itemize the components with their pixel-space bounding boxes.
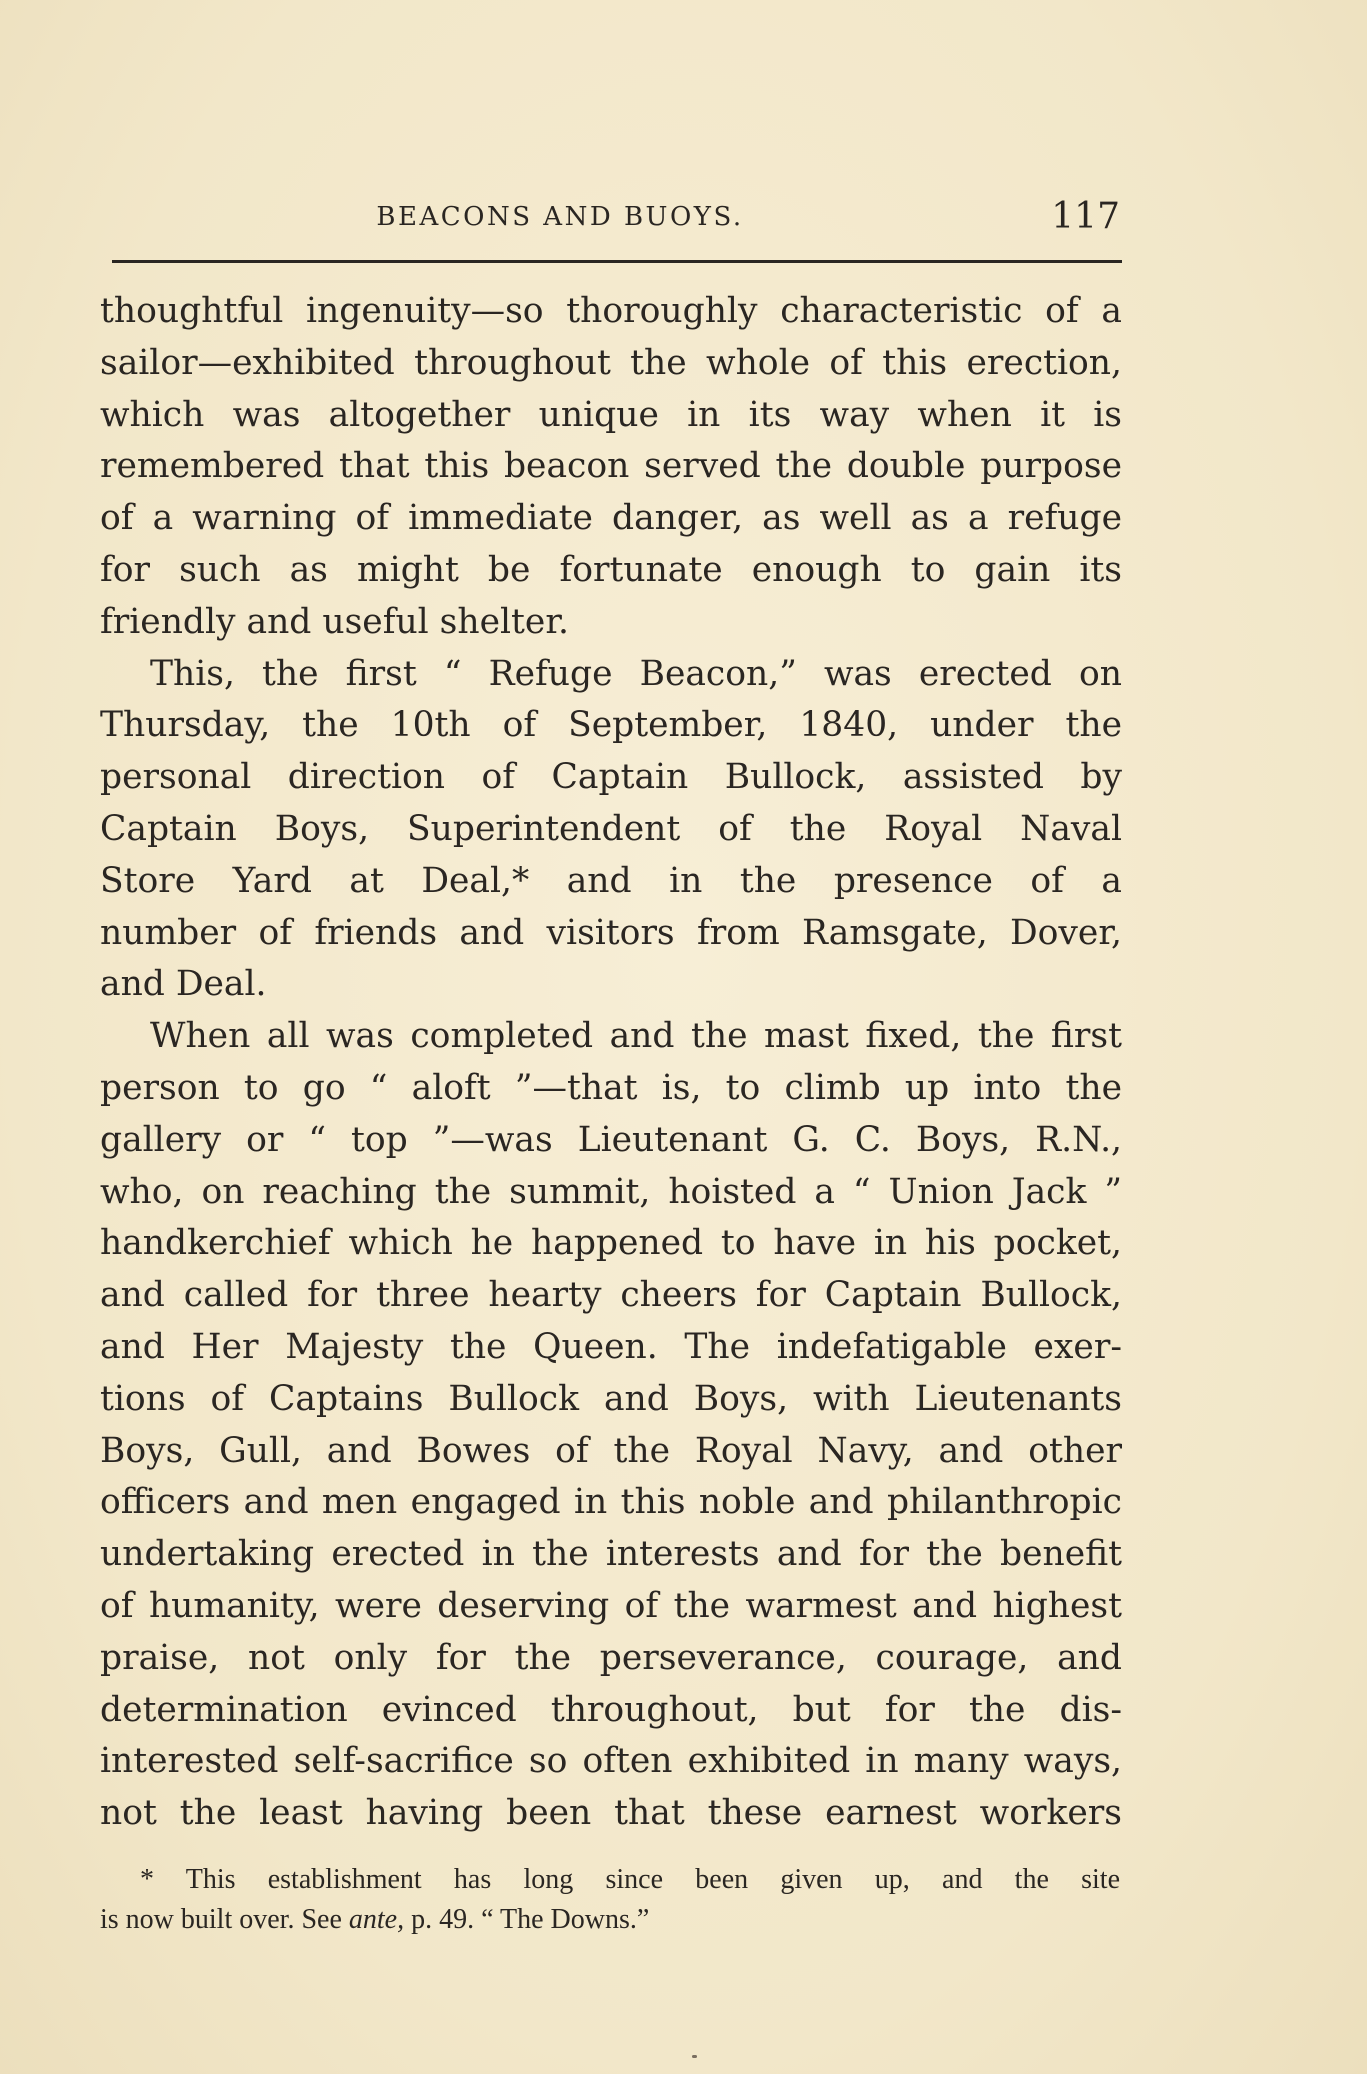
text-line: sailor—exhibited throughout the whole of this erection, [100, 342, 1122, 383]
text-line: tions of Captains Bullock and Boys, with Lieutenants [100, 1378, 1122, 1419]
text-line: for such as might be fortunate enough to gain its [100, 549, 1122, 590]
text-line: undertaking erected in the interests and for the benefit [100, 1534, 1122, 1575]
text-line: Captain Boys, Superintendent of the Royal Naval [100, 808, 1122, 849]
text-line: Thursday, the 10th of September, 1840, under the [100, 705, 1122, 746]
body-text [100, 286, 1122, 1840]
footnote-italic: ante, [348, 1904, 405, 1935]
footnote [100, 1860, 1120, 1940]
text-line: officers and men engaged in this noble and philanthropic [100, 1482, 1122, 1523]
text-line: and Her Majesty the Queen. The indefatigable exer- [100, 1326, 1122, 1367]
text-line: person to go “ aloft ”—that is, to climb up into the [100, 1067, 1122, 1108]
text-line: personal direction of Captain Bullock, assisted by [100, 757, 1122, 798]
text-line: praise, not only for the perseverance, courage, and [100, 1637, 1122, 1678]
text-line: of a warning of immediate danger, as well as a refuge [100, 498, 1122, 539]
text-line: which was altogether unique in its way when it is [100, 394, 1122, 435]
header-rule [112, 260, 1122, 263]
text-line: This, the first “ Refuge Beacon,” was erected on [150, 653, 1122, 694]
text-line: interested self-sacrifice so often exhibited in many ways, [100, 1741, 1122, 1782]
footnote-text: p. 49. “ The Downs.” [404, 1904, 650, 1935]
text-line: remembered that this beacon served the double purpose [100, 446, 1122, 487]
footnote-text: is now built over. See [100, 1904, 349, 1935]
text-line: handkerchief which he happened to have in his pocket, [100, 1223, 1122, 1264]
page-number: 117 [1051, 196, 1120, 237]
paper-speck [692, 2055, 697, 2058]
text-line: When all was completed and the mast fixed, the first [150, 1016, 1122, 1057]
footnote-line [100, 1900, 1120, 1940]
text-line: Store Yard at Deal,* and in the presence of a [100, 860, 1122, 901]
text-line: Boys, Gull, and Bowes of the Royal Navy, and other [100, 1430, 1122, 1471]
running-head [100, 196, 1120, 240]
text-line: who, on reaching the summit, hoisted a “ Union Jack ” [100, 1171, 1122, 1212]
text-line: not the least having been that these earnest workers [100, 1793, 1122, 1834]
text-line: of humanity, were deserving of the warmest and highest [100, 1585, 1122, 1626]
text-line: friendly and useful shelter. [100, 601, 570, 642]
footnote-line: * This establishment has long since been given up, and the site [140, 1864, 1120, 1895]
text-line: number of friends and visitors from Ramsgate, Dover, [100, 912, 1122, 953]
text-line: gallery or “ top ”—was Lieutenant G. C. Boys, R.N., [100, 1119, 1122, 1160]
text-line: and called for three hearty cheers for Captain Bullock, [100, 1275, 1122, 1316]
text-line: determination evinced throughout, but for the dis- [100, 1689, 1122, 1730]
text-line: thoughtful ingenuity—so thoroughly characteristic of a [100, 291, 1122, 331]
running-title: BEACONS AND BUOYS. [376, 202, 744, 232]
text-line: and Deal. [100, 964, 267, 1005]
